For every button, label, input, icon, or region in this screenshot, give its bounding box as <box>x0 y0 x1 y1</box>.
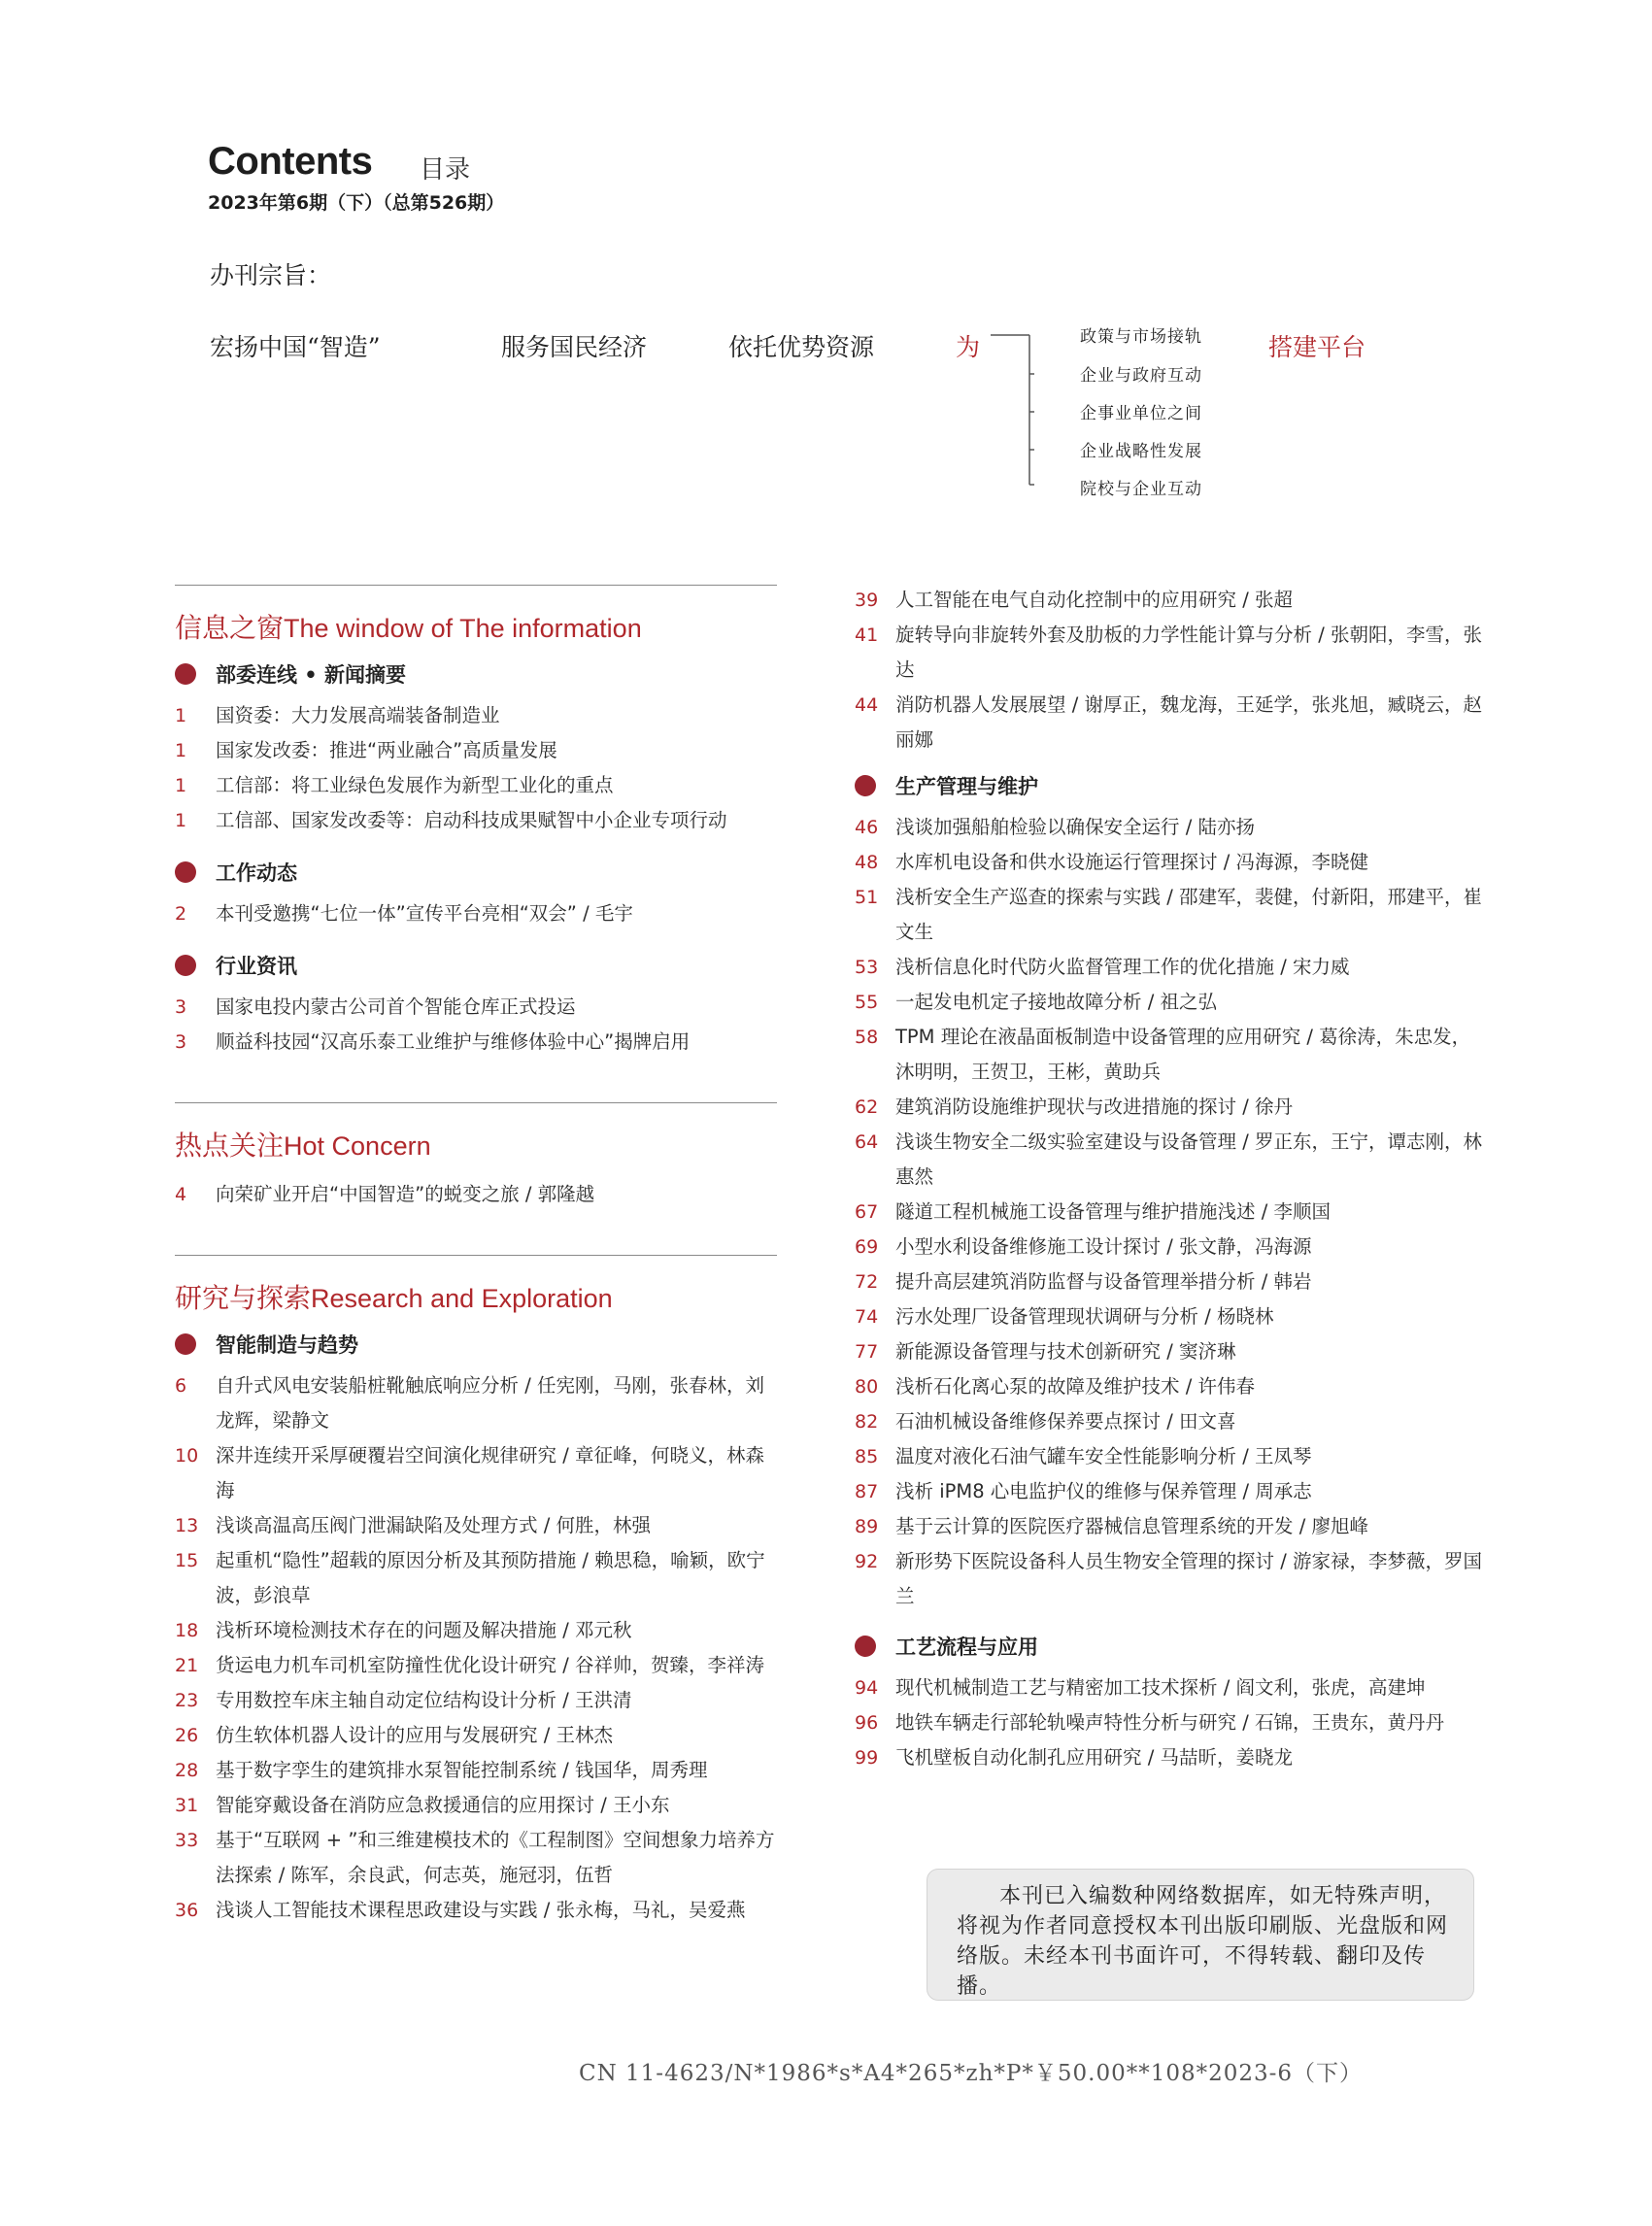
toc-entry[interactable] <box>175 896 777 931</box>
page-number: 18 <box>175 1620 199 1641</box>
toc-entry[interactable] <box>175 1177 777 1212</box>
toc-entry[interactable] <box>175 1543 777 1613</box>
entry-title: 深井连续开采厚硬覆岩空间演化规律研究 / 章征峰，何晓义，林森海 <box>216 1444 764 1501</box>
page-number: 58 <box>855 1027 879 1048</box>
entry-title: 起重机“隐性”超载的原因分析及其预防措施 / 赖思稳，喻颖，欧宁波，彭浪草 <box>216 1549 765 1606</box>
toc-entry[interactable] <box>175 1368 777 1438</box>
section-info-window <box>175 585 777 1060</box>
page-number: 53 <box>855 957 879 978</box>
subsection-header <box>175 858 777 887</box>
page-number: 1 <box>175 775 187 796</box>
page-number: 51 <box>855 887 879 908</box>
page-number: 92 <box>855 1551 879 1572</box>
page-number: 3 <box>175 996 187 1018</box>
page-number: 3 <box>175 1031 187 1053</box>
toc-entry[interactable] <box>175 1508 777 1543</box>
page-number: 62 <box>855 1096 879 1118</box>
toc-entry[interactable] <box>175 733 777 768</box>
toc-entry[interactable] <box>175 990 777 1025</box>
entry-title: 智能穿戴设备在消防应急救援通信的应用探讨 / 王小东 <box>216 1794 670 1816</box>
entry-title: 基于云计算的医院医疗器械信息管理系统的开发 / 廖旭峰 <box>895 1515 1368 1537</box>
subsection-header <box>175 659 777 689</box>
page-number: 82 <box>855 1411 879 1433</box>
toc-entry[interactable] <box>175 1438 777 1508</box>
entry-title: 地铁车辆走行部轮轨噪声特性分析与研究 / 石锦，王贵东，黄丹丹 <box>895 1711 1444 1734</box>
entry-title: 仿生软体机器人设计的应用与发展研究 / 王林杰 <box>216 1724 613 1746</box>
page-number: 89 <box>855 1516 879 1537</box>
section-divider <box>175 585 777 586</box>
section-title-cn: 研究与探索 <box>175 1282 312 1314</box>
toc-entry[interactable] <box>175 768 777 803</box>
page-number: 26 <box>175 1725 199 1746</box>
entry-title: 提升高层建筑消防监督与设备管理举措分析 / 韩岩 <box>895 1270 1312 1293</box>
subsection-label: 部委连线 • 新闻摘要 <box>216 663 407 687</box>
page-number: 4 <box>175 1184 187 1205</box>
page-number: 33 <box>175 1830 199 1851</box>
page-number: 10 <box>175 1445 199 1467</box>
bullet-dot-icon <box>855 1636 876 1657</box>
bullet-dot-icon <box>175 861 196 883</box>
page-number: 72 <box>855 1271 879 1293</box>
mission-goal: 搭建平台 <box>1268 333 1366 361</box>
entry-title: 浅谈高温高压阀门泄漏缺陷及处理方式 / 何胜，林强 <box>216 1514 651 1536</box>
toc-entry[interactable] <box>855 1439 1486 1474</box>
section-title <box>175 607 777 646</box>
section-title-en: The window of The information <box>284 614 642 643</box>
subsection-header <box>855 771 1486 800</box>
toc-entry[interactable] <box>175 1648 777 1683</box>
toc-left-column <box>175 585 777 1928</box>
entry-title: 旋转导向非旋转外套及肋板的力学性能计算与分析 / 张朝阳，李雪，张达 <box>895 624 1482 681</box>
subsection-label: 智能制造与趋势 <box>216 1333 358 1357</box>
page-number: 28 <box>175 1760 199 1781</box>
toc-entry[interactable] <box>855 950 1486 985</box>
page-number: 80 <box>855 1376 879 1398</box>
subsection-header <box>175 951 777 980</box>
section-title-en: Hot Concern <box>284 1131 431 1161</box>
toc-entry[interactable] <box>855 1334 1486 1369</box>
entry-title: 隧道工程机械施工设备管理与维护措施浅述 / 李顺国 <box>895 1200 1331 1223</box>
toc-entry[interactable] <box>855 1404 1486 1439</box>
toc-entry[interactable] <box>175 1823 777 1893</box>
section-hot-concern <box>175 1102 777 1212</box>
page-number: 36 <box>175 1900 199 1921</box>
toc-entry[interactable] <box>175 698 777 733</box>
mission-item-1: 宏扬中国“智造” <box>210 333 381 361</box>
page-number: 31 <box>175 1795 199 1816</box>
entry-title: 国家电投内蒙古公司首个智能仓库正式投运 <box>216 995 576 1018</box>
subsection-label: 生产管理与维护 <box>895 775 1038 798</box>
entry-title: 浅谈人工智能技术课程思政建设与实践 / 张永梅，马礼，吴爱燕 <box>216 1899 746 1921</box>
page-number: 74 <box>855 1306 879 1328</box>
entry-title: 现代机械制造工艺与精密加工技术探析 / 阎文利，张虎，高建坤 <box>895 1676 1426 1699</box>
toc-entry[interactable] <box>855 1544 1486 1614</box>
page-number: 96 <box>855 1712 879 1734</box>
section-title <box>175 1277 777 1316</box>
page-number: 48 <box>855 852 879 873</box>
entry-title: 专用数控车床主轴自动定位结构设计分析 / 王洪清 <box>216 1689 632 1711</box>
entry-title: 一起发电机定子接地故障分析 / 祖之弘 <box>895 991 1217 1013</box>
contents-title: Contents <box>208 140 373 183</box>
page-number: 1 <box>175 740 187 761</box>
toc-entry[interactable] <box>855 1299 1486 1334</box>
toc-entry[interactable] <box>855 1474 1486 1509</box>
toc-entry[interactable] <box>855 880 1486 950</box>
entry-title: 浅析石化离心泵的故障及维护技术 / 许伟春 <box>895 1375 1255 1398</box>
entry-title: 污水处理厂设备管理现状调研与分析 / 杨晓林 <box>895 1305 1274 1328</box>
mission-branch-tree <box>991 330 1034 488</box>
entry-title: 建筑消防设施维护现状与改进措施的探讨 / 徐丹 <box>895 1096 1293 1118</box>
toc-entry[interactable] <box>855 1740 1486 1775</box>
entry-title: 自升式风电安装船桩靴触底响应分析 / 任宪刚，马刚，张春林，刘龙辉，梁静文 <box>216 1374 764 1432</box>
page-number: 85 <box>855 1446 879 1467</box>
section-title-cn: 热点关注 <box>175 1130 285 1162</box>
page-number: 13 <box>175 1515 199 1536</box>
copyright-notice: 本刊已入编数种网络数据库，如无特殊声明，将视为作者同意授权本刊出版印刷版、光盘版和网络版。未经本刊书面许可，不得转载、翻印及传播。 <box>927 1869 1474 2001</box>
toc-entry[interactable] <box>855 845 1486 880</box>
entry-title: 人工智能在电气自动化控制中的应用研究 / 张超 <box>895 589 1293 611</box>
page-number: 67 <box>855 1201 879 1223</box>
entry-title: 浅析环境检测技术存在的问题及解决措施 / 邓元秋 <box>216 1619 632 1641</box>
entry-title: 石油机械设备维修保养要点探讨 / 田文喜 <box>895 1410 1236 1433</box>
mission-label: 办刊宗旨： <box>210 261 332 289</box>
subsection-header <box>175 1330 777 1359</box>
toc-entry[interactable] <box>855 618 1486 688</box>
toc-entry[interactable] <box>855 810 1486 845</box>
entry-title: 本刊受邀携“七位一体”宣传平台亮相“双会” / 毛宇 <box>216 902 633 925</box>
entry-title: 货运电力机车司机室防撞性优化设计研究 / 谷祥帅，贺臻，李祥涛 <box>216 1654 764 1676</box>
section-title-en: Research and Exploration <box>311 1284 613 1313</box>
contents-title-cn: 目录 <box>420 155 471 185</box>
page-number: 77 <box>855 1341 879 1363</box>
entry-title: 浅析信息化时代防火监督管理工作的优化措施 / 宋力威 <box>895 956 1350 978</box>
mission-branch-5: 院校与企业互动 <box>1080 480 1202 499</box>
mission-branch-1: 政策与市场接轨 <box>1080 327 1202 347</box>
entry-title: 水库机电设备和供水设施运行管理探讨 / 冯海源，李晓健 <box>895 851 1368 873</box>
toc-entry[interactable] <box>855 1195 1486 1230</box>
page-number: 15 <box>175 1550 199 1571</box>
page-number: 21 <box>175 1655 199 1676</box>
entry-title: 基于数字孪生的建筑排水泵智能控制系统 / 钱国华，周秀理 <box>216 1759 708 1781</box>
toc-entry[interactable] <box>855 583 1486 618</box>
section-research <box>175 1255 777 1928</box>
section-title-cn: 信息之窗 <box>175 612 285 644</box>
page-number: 99 <box>855 1747 879 1769</box>
toc-entry[interactable] <box>855 1020 1486 1090</box>
entry-title: 国资委：大力发展高端装备制造业 <box>216 704 500 726</box>
page-number: 39 <box>855 590 879 611</box>
toc-entry[interactable] <box>175 1893 777 1928</box>
page-number: 2 <box>175 903 187 925</box>
section-divider <box>175 1102 777 1103</box>
bullet-dot-icon <box>855 775 876 796</box>
toc-entry[interactable] <box>175 803 777 838</box>
entry-title: 工信部、国家发改委等：启动科技成果赋智中小企业专项行动 <box>216 809 727 831</box>
entry-title: 工信部：将工业绿色发展作为新型工业化的重点 <box>216 774 614 796</box>
toc-entry[interactable] <box>175 1683 777 1718</box>
entry-title: 浅析 iPM8 心电监护仪的维修与保养管理 / 周承志 <box>895 1480 1312 1502</box>
mission-item-3: 依托优势资源 <box>728 333 875 361</box>
section-divider <box>175 1255 777 1256</box>
entry-title: 向荣矿业开启“中国智造”的蜕变之旅 / 郭隆越 <box>216 1183 595 1205</box>
entry-title: 国家发改委：推进“两业融合”高质量发展 <box>216 739 557 761</box>
toc-entry[interactable] <box>175 1025 777 1060</box>
toc-entry[interactable] <box>175 1613 777 1648</box>
toc-entry[interactable] <box>855 1090 1486 1125</box>
toc-entry[interactable] <box>855 1125 1486 1195</box>
entry-title: 消防机器人发展展望 / 谢厚正，魏龙海，王延学，张兆旭，臧晓云，赵丽娜 <box>895 693 1482 751</box>
bullet-dot-icon <box>175 955 196 976</box>
subsection-label: 工作动态 <box>216 861 297 885</box>
toc-entry[interactable] <box>175 1718 777 1753</box>
entry-title: 小型水利设备维修施工设计探讨 / 张文静，冯海源 <box>895 1235 1312 1258</box>
toc-entry[interactable] <box>855 1705 1486 1740</box>
page-number: 1 <box>175 810 187 831</box>
mission-branch-4: 企业战略性发展 <box>1080 442 1202 461</box>
toc-entry[interactable] <box>175 1753 777 1788</box>
page-number: 69 <box>855 1236 879 1258</box>
toc-entry[interactable] <box>855 1265 1486 1299</box>
toc-entry[interactable] <box>855 1230 1486 1265</box>
toc-entry[interactable] <box>855 985 1486 1020</box>
page-number: 1 <box>175 705 187 726</box>
subsection-label: 工艺流程与应用 <box>895 1636 1038 1659</box>
toc-entry[interactable] <box>855 1670 1486 1705</box>
entry-title: 顺益科技园“汉高乐泰工业维护与维修体验中心”揭牌启用 <box>216 1030 691 1053</box>
toc-entry[interactable] <box>855 1369 1486 1404</box>
toc-entry[interactable] <box>175 1788 777 1823</box>
subsection-header <box>855 1632 1486 1661</box>
subsection-label: 行业资讯 <box>216 955 297 978</box>
page-number: 64 <box>855 1131 879 1153</box>
page-number: 94 <box>855 1677 879 1699</box>
mission-for: 为 <box>956 333 981 361</box>
page-number: 6 <box>175 1375 187 1397</box>
section-title <box>175 1125 777 1164</box>
toc-entry[interactable] <box>855 688 1486 758</box>
entry-title: 基于“互联网 + ”和三维建模技术的《工程制图》空间想象力培养方法探索 / 陈军，余良武，何志英，施冠羽，伍哲 <box>216 1829 775 1886</box>
mission-branch-2: 企业与政府互动 <box>1080 366 1202 386</box>
toc-entry[interactable] <box>855 1509 1486 1544</box>
issue-info: 2023年第6期（下）（总第526期） <box>208 192 505 214</box>
entry-title: 飞机壁板自动化制孔应用研究 / 马喆昕，姜晓龙 <box>895 1746 1293 1769</box>
entry-title: TPM 理论在液晶面板制造中设备管理的应用研究 / 葛徐涛，朱忠发，沐明明，王贺卫，王彬，黄助兵 <box>895 1026 1471 1083</box>
entry-title: 新能源设备管理与技术创新研究 / 窦济琳 <box>895 1340 1236 1363</box>
toc-right-column <box>855 583 1486 1775</box>
entry-title: 浅谈加强船舶检验以确保安全运行 / 陆亦扬 <box>895 816 1255 838</box>
entry-title: 浅谈生物安全二级实验室建设与设备管理 / 罗正东，王宁，谭志刚，林惠然 <box>895 1130 1482 1188</box>
entry-title: 温度对液化石油气罐车安全性能影响分析 / 王凤琴 <box>895 1445 1312 1467</box>
page-number: 23 <box>175 1690 199 1711</box>
publication-code: CN 11-4623/N*1986*s*A4*265*zh*P*￥50.00**108*2023-6（下） <box>579 2061 1364 2086</box>
mission-item-2: 服务国民经济 <box>501 333 648 361</box>
page-number: 44 <box>855 694 879 716</box>
page-number: 87 <box>855 1481 879 1502</box>
bullet-dot-icon <box>175 663 196 685</box>
entry-title: 浅析安全生产巡查的探索与实践 / 邵建军，裴健，付新阳，邢建平，崔文生 <box>895 886 1482 943</box>
mission-branch-3: 企事业单位之间 <box>1080 404 1202 423</box>
bullet-dot-icon <box>175 1333 196 1355</box>
page-number: 46 <box>855 817 879 838</box>
page-number: 41 <box>855 624 879 646</box>
page-number: 55 <box>855 992 879 1013</box>
entry-title: 新形势下医院设备科人员生物安全管理的探讨 / 游家禄，李梦薇，罗国兰 <box>895 1550 1482 1607</box>
